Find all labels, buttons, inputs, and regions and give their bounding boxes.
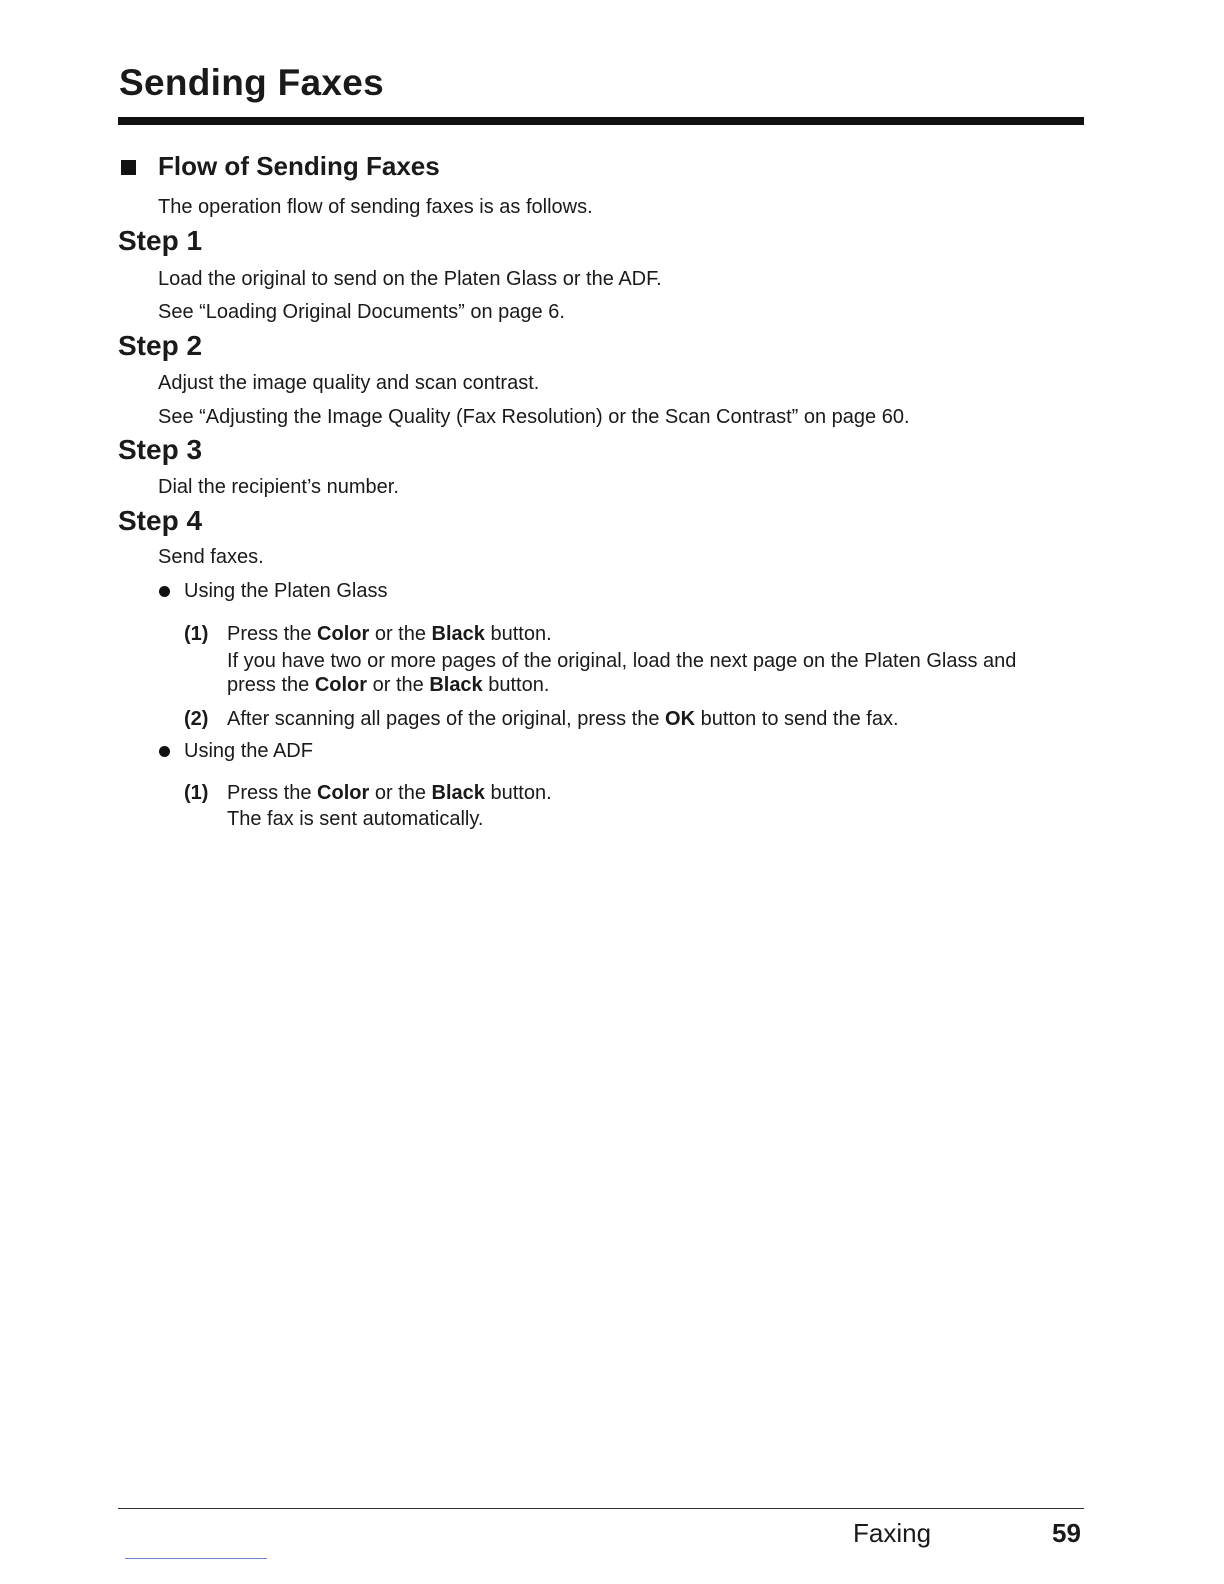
platen-item-1-line-3: press the Color or the Black button. — [227, 674, 550, 696]
bullet-dot-icon — [159, 746, 170, 757]
step-1-text: Load the original to send on the Platen Glass or the ADF. — [158, 268, 662, 290]
square-bullet-icon — [121, 160, 136, 175]
step-2-heading: Step 2 — [118, 330, 203, 361]
platen-item-2-line-1: After scanning all pages of the original, press the OK button to send the fax. — [227, 708, 899, 730]
footer-page-number: 59 — [1052, 1518, 1081, 1548]
bullet-dot-icon — [159, 586, 170, 597]
section-title: Flow of Sending Faxes — [158, 151, 440, 181]
footer-rule — [118, 1508, 1084, 1509]
footer-section-name: Faxing — [853, 1518, 932, 1548]
step-3-heading: Step 3 — [118, 434, 203, 465]
method-adf-label: Using the ADF — [184, 740, 313, 762]
item-number: (2) — [184, 708, 209, 730]
page-title: Sending Faxes — [119, 62, 385, 103]
item-number: (1) — [184, 623, 209, 645]
item-number: (1) — [184, 782, 209, 804]
step-2-reference: See “Adjusting the Image Quality (Fax Resolution) or the Scan Contrast” on page 60. — [158, 406, 910, 428]
platen-item-1-line-1: Press the Color or the Black button. — [227, 623, 552, 645]
step-1-heading: Step 1 — [118, 225, 203, 256]
footer-mark — [125, 1558, 267, 1559]
adf-item-1-line-2: The fax is sent automatically. — [227, 808, 484, 830]
intro-text: The operation flow of sending faxes is as follows. — [158, 196, 593, 218]
step-2-text: Adjust the image quality and scan contrast. — [158, 372, 540, 394]
platen-item-1-line-2: If you have two or more pages of the original, load the next page on the Platen Glass and — [227, 650, 1017, 672]
step-3-text: Dial the recipient’s number. — [158, 476, 399, 498]
step-1-reference: See “Loading Original Documents” on page 6. — [158, 301, 565, 323]
step-4-text: Send faxes. — [158, 546, 264, 568]
title-rule — [118, 117, 1084, 125]
method-platen-label: Using the Platen Glass — [184, 580, 388, 602]
step-4-heading: Step 4 — [118, 505, 203, 536]
adf-item-1-line-1: Press the Color or the Black button. — [227, 782, 552, 804]
